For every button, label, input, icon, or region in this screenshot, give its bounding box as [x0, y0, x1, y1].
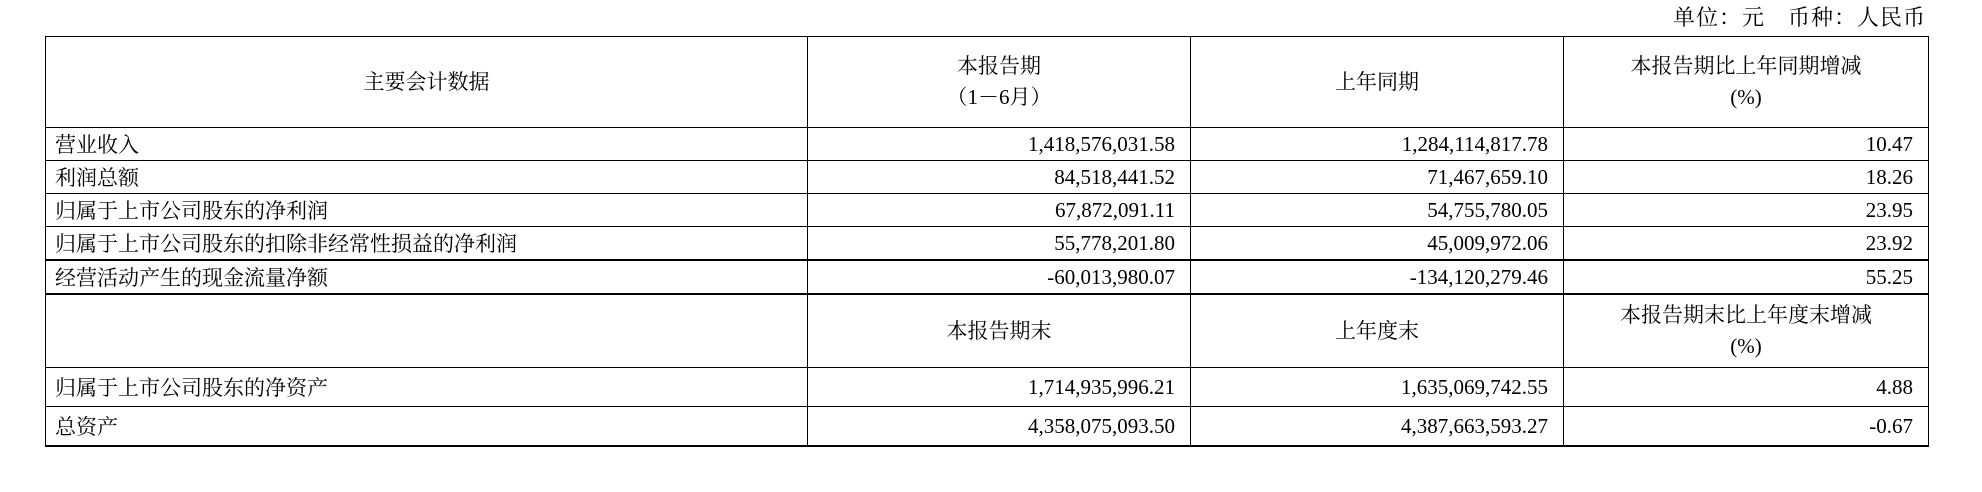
table-row-operating-cash-flow [46, 260, 1929, 294]
header-change-percent [1564, 37, 1929, 128]
prior-period-value: 71,467,659.10 [1191, 161, 1564, 194]
header-current-period-line1: 本报告期 [957, 54, 1041, 78]
current-period-value: 55,778,201.80 [808, 227, 1191, 261]
current-period-value: 67,872,091.11 [808, 194, 1191, 227]
table-header-row-period-end [46, 294, 1929, 368]
table-row-net-assets-attributable [46, 368, 1929, 407]
header-change-percent-line2: (%) [1730, 85, 1762, 109]
unit-currency-note: 单位：元 币种：人民币 [1672, 5, 1926, 30]
table-row-net-profit-attributable [46, 194, 1929, 227]
header-change-percent-line1: 本报告期比上年同期增减 [1630, 54, 1862, 78]
header-change-percent-period-end-line2: (%) [1730, 334, 1762, 358]
current-period-value: -60,013,980.07 [808, 260, 1191, 294]
change-percent-value: 18.26 [1564, 161, 1929, 194]
row-label: 归属于上市公司股东的净利润 [46, 194, 808, 227]
change-percent-value: 23.95 [1564, 194, 1929, 227]
row-label: 总资产 [46, 407, 808, 447]
row-label: 营业收入 [46, 128, 808, 161]
header-current-period [808, 37, 1191, 128]
prior-year-end-value: 4,387,663,593.27 [1191, 407, 1564, 447]
row-label: 归属于上市公司股东的净资产 [46, 368, 808, 407]
current-period-end-value: 1,714,935,996.21 [808, 368, 1191, 407]
header-metric: 主要会计数据 [46, 37, 808, 128]
table-row-net-profit-excl-nonrecurring [46, 227, 1929, 261]
prior-year-end-value: 1,635,069,742.55 [1191, 368, 1564, 407]
header-current-period-end: 本报告期末 [808, 294, 1191, 368]
change-percent-value: 10.47 [1564, 128, 1929, 161]
change-percent-value: 23.92 [1564, 227, 1929, 261]
key-accounting-data-table [45, 36, 1929, 447]
change-percent-value: 55.25 [1564, 260, 1929, 294]
current-period-value: 1,418,576,031.58 [808, 128, 1191, 161]
table-row-operating-revenue [46, 128, 1929, 161]
header-metric-empty [46, 294, 808, 368]
current-period-end-value: 4,358,075,093.50 [808, 407, 1191, 447]
header-change-percent-period-end-line1: 本报告期末比上年度末增减 [1620, 303, 1872, 327]
change-percent-value: 4.88 [1564, 368, 1929, 407]
header-prior-year-end: 上年度末 [1191, 294, 1564, 368]
header-prior-period: 上年同期 [1191, 37, 1564, 128]
header-change-percent-period-end [1564, 294, 1929, 368]
row-label: 经营活动产生的现金流量净额 [46, 260, 808, 294]
table-row-total-profit [46, 161, 1929, 194]
prior-period-value: -134,120,279.46 [1191, 260, 1564, 294]
row-label: 归属于上市公司股东的扣除非经常性损益的净利润 [46, 227, 808, 261]
prior-period-value: 1,284,114,817.78 [1191, 128, 1564, 161]
table-header-row-period [46, 37, 1929, 128]
change-percent-value: -0.67 [1564, 407, 1929, 447]
prior-period-value: 54,755,780.05 [1191, 194, 1564, 227]
header-current-period-line2: （1－6月） [946, 85, 1052, 109]
table-row-total-assets [46, 407, 1929, 447]
current-period-value: 84,518,441.52 [808, 161, 1191, 194]
prior-period-value: 45,009,972.06 [1191, 227, 1564, 261]
row-label: 利润总额 [46, 161, 808, 194]
